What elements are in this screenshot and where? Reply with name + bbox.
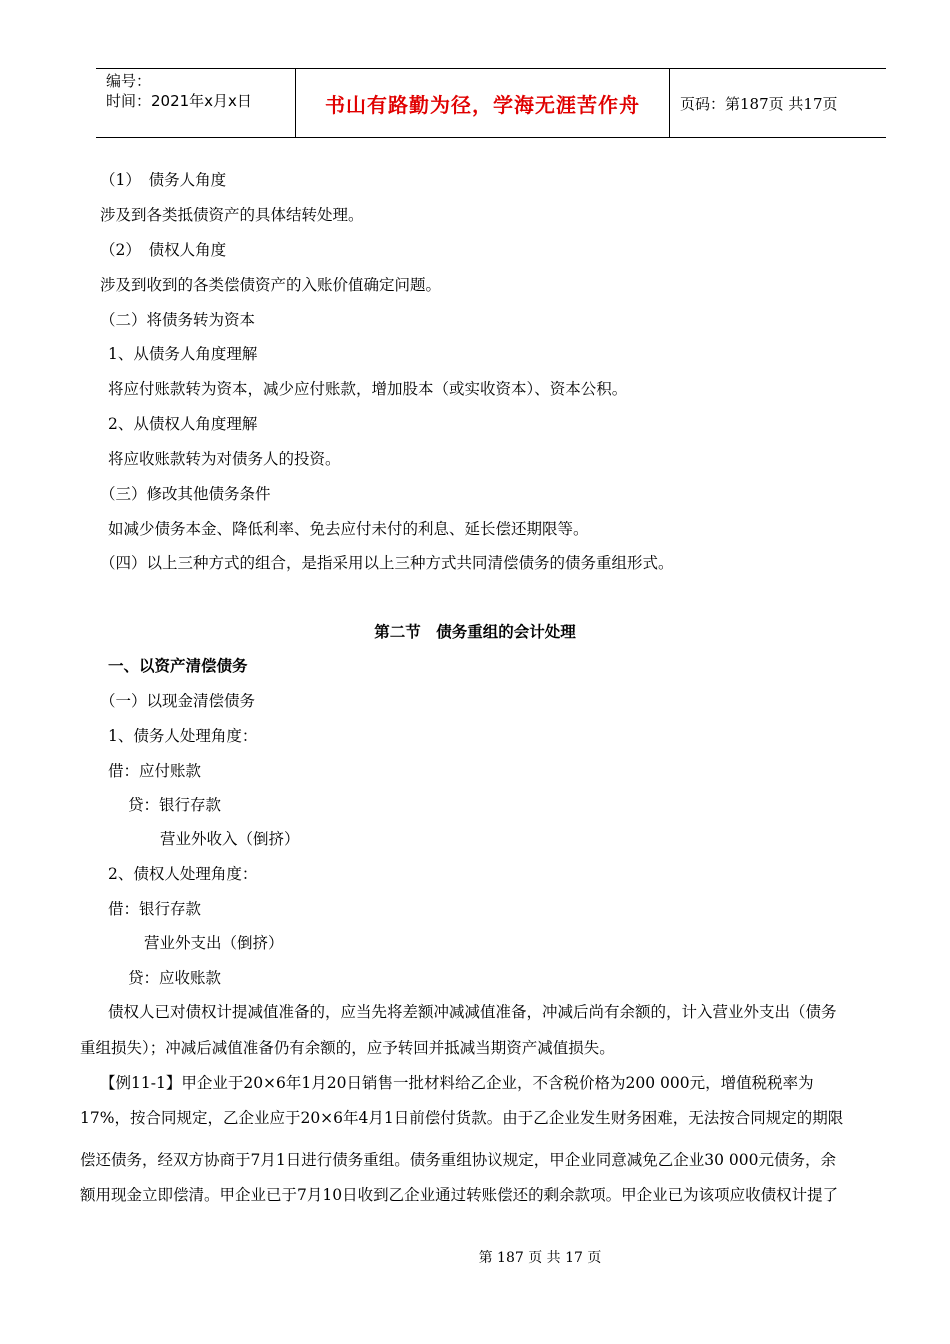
text-line: （二）将债务转为资本	[100, 311, 256, 329]
header-meta	[96, 69, 296, 137]
time-label: 时间：2021年x月x日	[106, 92, 252, 110]
text-line: 涉及到收到的各类偿债资产的入账价值确定问题。	[100, 276, 442, 294]
example-text: 甲企业于20×6年1月20日销售一批材料给乙企业，不含税价格为200 000元，增值税税率为	[181, 1074, 814, 1092]
text-line: 1、债务人处理角度：	[108, 727, 258, 745]
heading: 一、以资产清偿债务	[108, 656, 248, 675]
page-header	[96, 68, 886, 138]
text-line: （1） 债务人角度	[100, 171, 227, 189]
text-line: （四）以上三种方式的组合，是指采用以上三种方式共同清偿债务的债务重组形式。	[100, 554, 674, 572]
text-line: 2、债权人处理角度：	[108, 865, 258, 883]
paragraph-line: 偿还债务，经双方协商于7月1日进行债务重组。债务重组协议规定，甲企业同意减免乙企业30 000元债务，余	[80, 1151, 836, 1169]
paragraph-line	[100, 1073, 920, 1093]
text-line: 将应付账款转为资本，减少应付账款，增加股本（或实收资本）、资本公积。	[108, 380, 628, 398]
text-line: 营业外收入（倒挤）	[160, 830, 300, 848]
text-line: 营业外支出（倒挤）	[144, 934, 284, 952]
text-line: 贷：应收账款	[128, 969, 222, 987]
header-page-info: 页码：第187页 共17页	[680, 94, 838, 113]
text-line: 1、从债务人角度理解	[108, 345, 258, 363]
paragraph-line: 重组损失）；冲减后减值准备仍有余额的，应予转回并抵减当期资产减值损失。	[80, 1039, 615, 1057]
header-motto: 书山有路勤为径，学海无涯苦作舟	[296, 69, 670, 137]
number-label: 编号：	[106, 72, 152, 90]
text-line: 2、从债权人角度理解	[108, 415, 258, 433]
text-line: 贷：银行存款	[128, 796, 222, 814]
paragraph-line: 额用现金立即偿清。甲企业已于7月10日收到乙企业通过转账偿还的剩余款项。甲企业已为该项应收债权计提了	[80, 1186, 839, 1204]
text-line: 借：应付账款	[108, 762, 202, 780]
section-title: 第二节 债务重组的会计处理	[374, 622, 576, 641]
text-line: 涉及到各类抵债资产的具体结转处理。	[100, 206, 364, 224]
text-line: （一）以现金清偿债务	[100, 692, 256, 710]
page-footer: 第 187 页 共 17 页	[478, 1250, 602, 1266]
paragraph-line: 17%，按合同规定，乙企业应于20×6年4月1日前偿付货款。由于乙企业发生财务困难，无法按合同规定的期限	[80, 1109, 844, 1127]
text-line: （三）修改其他债务条件	[100, 485, 271, 503]
example-label: 【例11-1】	[100, 1074, 182, 1092]
text-line: （2） 债权人角度	[100, 241, 227, 259]
text-line: 如减少债务本金、降低利率、免去应付未付的利息、延长偿还期限等。	[108, 520, 589, 538]
text-line: 将应收账款转为对债务人的投资。	[108, 450, 341, 468]
text-line: 借：银行存款	[108, 900, 202, 918]
paragraph-line: 债权人已对债权计提减值准备的，应当先将差额冲减减值准备，冲减后尚有余额的，计入营业外支出（债务	[108, 1003, 837, 1021]
